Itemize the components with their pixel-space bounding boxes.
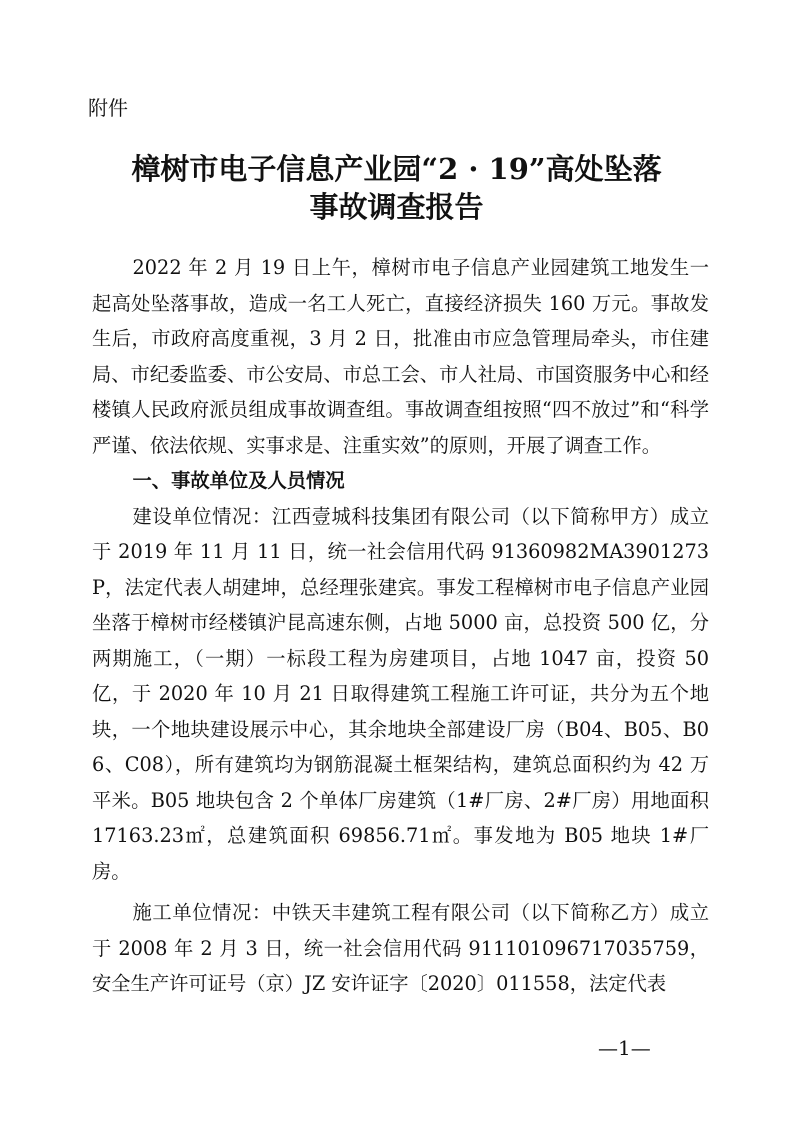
intro-paragraph: 2022 年 2 月 19 日上午，樟树市电子信息产业园建筑工地发生一起高处坠落事故，造成一名工人死亡，直接经济损失 160 万元。事故发生后，市政府高度重视，3 月 2 日，批准由市应急管理局牵头，市住建局、市纪委监委、市公安局、市总工会、市人社局、市国资服务中心和经楼镇人民政府派员组成事故调查组。事故调查组按照“四不放过”和“科学严谨、依法依规、实事求是、注重实效”的原则，开展了调查工作。 [92, 256, 709, 457]
report-title-line-1: 樟树市电子信息产业园“2 · 19”高处坠落 [131, 152, 662, 186]
contractor-unit-paragraph: 施工单位情况：中铁天丰建筑工程有限公司（以下简称乙方）成立于 2008 年 2 月 3 日，统一社会信用代码 911101096717035759，安全生产许可证号（京）JZ 安许证字〔2020〕011558，法定代表 [92, 901, 709, 995]
report-title-line-2: 事故调查报告 [309, 190, 484, 224]
section-1-heading: 一、事故单位及人员情况 [132, 469, 345, 492]
construction-unit-paragraph: 建设单位情况：江西壹城科技集团有限公司（以下简称甲方）成立于 2019 年 11 月 11 日，统一社会信用代码 91360982MA3901273P，法定代表人胡建坤，总经理张建宾。事发工程樟树市电子信息产业园坐落于樟树市经楼镇沪昆高速东侧，占地 5000 亩，总投资 500 亿，分两期施工，（一期）一标段工程为房建项目，占地 1047 亩，投资 50 亿，于 2020 年 10 月 21 日取得建筑工程施工许可证，共分为五个地块，一个地块建设展示中心，其余地块全部建设厂房（B04、B05、B06、C08），所有建筑均为钢筋混凝土框架结构，建筑总面积约为 42 万平米。B05 地块包含 2 个单体厂房建筑（1#厂房、2#厂房）用地面积 17163.23㎡，总建筑面积 69856.71㎡。事发地为 B05 地块 1#厂房。 [92, 504, 709, 883]
report-body [92, 250, 709, 1002]
attachment-label: 附件 [88, 96, 128, 120]
page-number: —1— [598, 1036, 651, 1060]
